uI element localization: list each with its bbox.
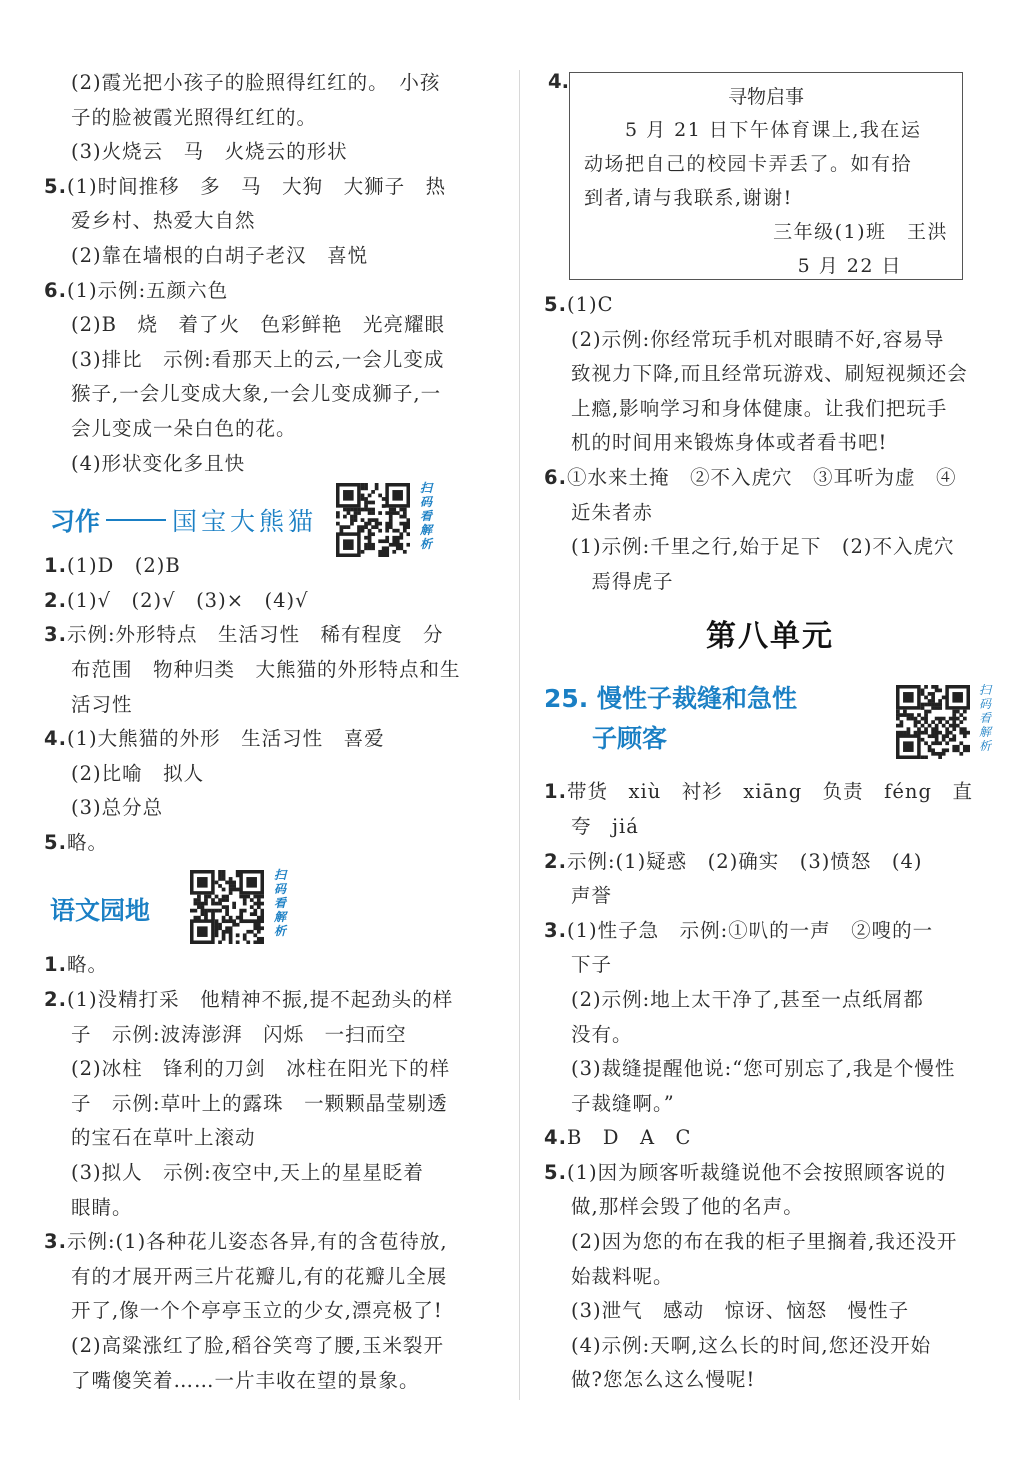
answer-line xyxy=(544,1121,996,1156)
answer-text: (2)靠在墙根的白胡子老汉 喜悦 xyxy=(71,243,369,267)
notice-line: 5 月 21 日下午体育课上,我在运 xyxy=(584,119,922,141)
answer-line xyxy=(44,1364,499,1399)
question-number: 5. xyxy=(44,830,67,854)
answer-text: 示例:外形特点 生活习性 稀有程度 分 xyxy=(66,623,444,647)
answer-text: (1)示例:千里之行,始于足下 (2)不入虎穴 xyxy=(571,535,955,559)
answer-text: 示例:(1)疑惑 (2)确实 (3)愤怒 (4) xyxy=(566,849,923,873)
question-number: 6. xyxy=(44,278,67,302)
answer-text: (1)D (2)B xyxy=(66,554,181,578)
answer-text: (1)因为顾客听裁缝说他不会按照顾客说的 xyxy=(566,1160,947,1184)
answer-text: 夸 jiá xyxy=(571,814,639,838)
answer-line xyxy=(44,204,499,239)
answer-line xyxy=(44,1087,499,1122)
answer-line xyxy=(44,1225,499,1260)
question-number: 2. xyxy=(44,588,67,612)
question-number: 5. xyxy=(544,1160,567,1184)
answer-text: B D A C xyxy=(566,1126,692,1150)
left-column xyxy=(44,66,499,1398)
answer-text: 没有。 xyxy=(571,1022,633,1046)
answer-line xyxy=(544,1329,996,1364)
question-number: 3. xyxy=(544,918,567,942)
notice-title: 寻物启事 xyxy=(727,86,804,108)
question-number: 5. xyxy=(44,174,67,198)
lesson-title-line2: 子顾客 xyxy=(592,724,668,754)
answer-text: (1)时间推移 多 马 大狗 大狮子 热 xyxy=(66,174,447,198)
answer-line xyxy=(44,1294,499,1329)
answer-text: (2)因为您的布在我的柜子里搁着,我还没开 xyxy=(571,1230,958,1254)
answer-text: 子的脸被霞光照得红红的。 xyxy=(71,105,318,129)
right-column xyxy=(544,66,996,1398)
answer-text: (3)泄气 感动 惊讶、恼怒 慢性子 xyxy=(571,1299,910,1323)
answer-line xyxy=(544,288,996,323)
answer-line xyxy=(44,101,499,136)
answer-text: 开了,像一个个亭亭玉立的少女,漂亮极了! xyxy=(71,1299,443,1323)
qr-code-icon[interactable] xyxy=(896,685,970,759)
answer-line xyxy=(44,135,499,170)
section-title-main: 习作 xyxy=(50,507,101,537)
notice-date: 5 月 22 日 xyxy=(797,255,902,277)
answer-line xyxy=(544,530,996,565)
answer-line xyxy=(544,323,996,358)
answer-line xyxy=(44,948,499,983)
answer-line xyxy=(544,775,996,810)
notice-line: 动场把自己的校园卡弄丢了。如有拾 xyxy=(584,153,913,175)
answer-block-right-a xyxy=(544,288,996,599)
answer-block-top xyxy=(44,66,499,481)
question-number: 4. xyxy=(544,1126,567,1150)
answer-line xyxy=(544,983,996,1018)
question-number: 3. xyxy=(44,623,67,647)
answer-text: 做?您怎么这么慢呢! xyxy=(571,1368,756,1392)
answer-line xyxy=(44,722,499,757)
section-title-main: 语文园地 xyxy=(50,896,151,926)
question-number: 1. xyxy=(544,780,567,804)
answer-line xyxy=(44,618,499,653)
answer-text: 了嘴傻笑着……一片丰收在望的景象。 xyxy=(71,1368,420,1392)
answer-line xyxy=(44,447,499,482)
section-title-sub: 国宝大熊猫 xyxy=(172,507,318,537)
answer-line xyxy=(44,239,499,274)
lost-item-notice xyxy=(569,72,963,280)
unit-title: 第八单元 xyxy=(706,619,834,655)
question-number: 2. xyxy=(44,988,67,1012)
answer-line xyxy=(44,549,499,584)
answer-line xyxy=(544,1190,996,1225)
answer-line xyxy=(44,343,499,378)
answer-text: 带货 xiù 衬衫 xiāng 负责 féng 直 xyxy=(566,780,973,804)
answer-text: (2)示例:地上太干净了,甚至一点纸屑都 xyxy=(571,987,924,1011)
answer-text: (3)火烧云 马 火烧云的形状 xyxy=(71,140,348,164)
answer-text: (3)总分总 xyxy=(71,796,164,820)
answer-line xyxy=(44,584,499,619)
answer-line xyxy=(544,1294,996,1329)
answer-line xyxy=(544,914,996,949)
answer-text: 声誉 xyxy=(571,884,613,908)
answer-line xyxy=(44,1121,499,1156)
answer-line xyxy=(44,308,499,343)
answer-line xyxy=(44,1260,499,1295)
answer-line xyxy=(544,1260,996,1295)
answer-line xyxy=(44,377,499,412)
column-divider xyxy=(519,70,520,1400)
answer-line xyxy=(44,170,499,205)
answer-text: (1)示例:五颜六色 xyxy=(66,278,229,302)
answer-text: (2)霞光把小孩子的脸照得红红的。 小孩 xyxy=(71,71,441,94)
answer-line xyxy=(44,412,499,447)
answer-text: (1)C xyxy=(566,293,614,316)
answer-text: 子 示例:草叶上的露珠 一颗颗晶莹剔透 xyxy=(71,1091,448,1115)
answer-block-xizuo xyxy=(44,549,499,860)
answer-text: 子 示例:波涛澎湃 闪烁 一扫而空 xyxy=(71,1022,407,1046)
lesson-title-line1: 25. 慢性子裁缝和急性 xyxy=(544,684,797,714)
answer-text: 会儿变成一朵白色的花。 xyxy=(71,416,297,440)
answer-line xyxy=(44,1329,499,1364)
title-dash xyxy=(106,519,166,521)
answer-line xyxy=(544,845,996,880)
answer-line xyxy=(44,1191,499,1226)
answer-text: (4)示例:天啊,这么长的时间,您还没开始 xyxy=(571,1333,932,1357)
answer-text: (3)裁缝提醒他说:“您可别忘了,我是个慢性 xyxy=(571,1057,956,1081)
answer-text: 焉得虎子 xyxy=(571,569,674,593)
answer-line xyxy=(44,826,499,861)
section-title-xizuo xyxy=(44,481,499,552)
answer-text: (1)没精打采 他精神不振,提不起劲头的样 xyxy=(66,988,454,1012)
answer-line xyxy=(544,879,996,914)
qr-caption: 扫码看解析 xyxy=(979,683,992,754)
answer-text: (2)B 烧 着了火 色彩鲜艳 光亮耀眼 xyxy=(71,313,445,337)
answer-line xyxy=(44,983,499,1018)
answer-line xyxy=(44,757,499,792)
answer-text: 近朱者赤 xyxy=(571,500,654,524)
answer-text: 有的才展开两三片花瓣儿,有的花瓣儿全展 xyxy=(71,1264,448,1288)
answer-text: (1)大熊猫的外形 生活习性 喜爱 xyxy=(66,727,385,751)
answer-text: 子裁缝啊。” xyxy=(571,1091,675,1115)
question-number: 4. xyxy=(548,70,569,93)
question-number: 3. xyxy=(44,1230,67,1254)
answer-line xyxy=(544,1052,996,1087)
qr-caption: 扫码看解析 xyxy=(420,481,433,552)
answer-text: 致视力下降,而且经常玩游戏、刷短视频还会 xyxy=(571,362,968,386)
question-number: 6. xyxy=(544,465,567,489)
answer-text: 活习性 xyxy=(71,692,133,716)
qr-caption: 扫码看解析 xyxy=(274,868,287,939)
lesson-title xyxy=(544,675,996,775)
notice-signature: 三年级(1)班 王洪 xyxy=(773,221,948,243)
question-number: 1. xyxy=(44,554,67,578)
answer-line xyxy=(544,948,996,983)
answer-text: (1)√ (2)√ (3)× (4)√ xyxy=(66,588,309,612)
answer-line xyxy=(44,1018,499,1053)
question-number: 5. xyxy=(544,293,567,316)
answer-text: 眼睛。 xyxy=(71,1195,133,1219)
answer-text: (4)形状变化多且快 xyxy=(71,451,246,475)
answer-line xyxy=(44,1156,499,1191)
answer-text: (2)示例:你经常玩手机对眼睛不好,容易导 xyxy=(571,327,945,351)
answer-line xyxy=(544,357,996,392)
answer-line xyxy=(44,1052,499,1087)
answer-text: (1)性子急 示例:①叭的一声 ②嗖的一 xyxy=(566,918,934,942)
answer-line xyxy=(44,688,499,723)
answer-text: 的宝石在草叶上滚动 xyxy=(71,1126,256,1150)
answer-line xyxy=(44,274,499,309)
qr-code-icon[interactable] xyxy=(336,483,410,557)
answer-text: 机的时间用来锻炼身体或者看书吧! xyxy=(571,431,888,455)
answer-line xyxy=(44,66,499,101)
answer-line xyxy=(544,810,996,845)
question-number: 4. xyxy=(44,727,67,751)
answer-text: 略。 xyxy=(66,953,108,977)
answer-line xyxy=(44,791,499,826)
answer-line xyxy=(544,1018,996,1053)
answer-text: (2)高粱涨红了脸,稻谷笑弯了腰,玉米裂开 xyxy=(71,1334,445,1357)
answer-text: 略。 xyxy=(66,830,108,854)
answer-text: 下子 xyxy=(571,953,613,977)
qr-code-icon[interactable] xyxy=(190,870,264,944)
section-title-yuwen xyxy=(44,870,499,948)
answer-line xyxy=(544,426,996,461)
answer-line xyxy=(544,496,996,531)
question-number: 1. xyxy=(44,953,67,977)
answer-block-lesson-25 xyxy=(544,775,996,1398)
answer-text: ①水来土掩 ②不入虎穴 ③耳听为虚 ④ xyxy=(566,465,957,489)
answer-text: 始裁料呢。 xyxy=(571,1264,674,1288)
answer-line xyxy=(544,1156,996,1191)
answer-text: (2)冰柱 锋利的刀剑 冰柱在阳光下的样 xyxy=(71,1057,451,1081)
answer-text: 爱乡村、热爱大自然 xyxy=(71,209,256,233)
answer-line xyxy=(544,565,996,600)
answer-line xyxy=(544,461,996,496)
answer-text: (3)排比 示例:看那天上的云,一会儿变成 xyxy=(71,347,445,371)
answer-line xyxy=(544,1225,996,1260)
answer-block-yuwen xyxy=(44,948,499,1398)
question-number: 2. xyxy=(544,849,567,873)
answer-line xyxy=(44,653,499,688)
answer-line xyxy=(544,1087,996,1122)
answer-text: 猴子,一会儿变成大象,一会儿变成狮子,一 xyxy=(71,382,442,406)
answer-line xyxy=(544,1363,996,1398)
answer-text: 示例:(1)各种花儿姿态各异,有的含苞待放, xyxy=(66,1230,448,1254)
notice-line: 到者,请与我联系,谢谢! xyxy=(584,187,793,209)
answer-text: 做,那样会毁了他的名声。 xyxy=(571,1195,804,1219)
answer-line xyxy=(544,392,996,427)
answer-text: 布范围 物种归类 大熊猫的外形特点和生 xyxy=(71,657,461,681)
answer-text: (3)拟人 示例:夜空中,天上的星星眨着 xyxy=(71,1161,424,1185)
answer-text: 上瘾,影响学习和身体健康。让我们把玩手 xyxy=(571,396,948,420)
q4-notice-block xyxy=(544,66,996,288)
answer-text: (2)比喻 拟人 xyxy=(71,761,205,785)
